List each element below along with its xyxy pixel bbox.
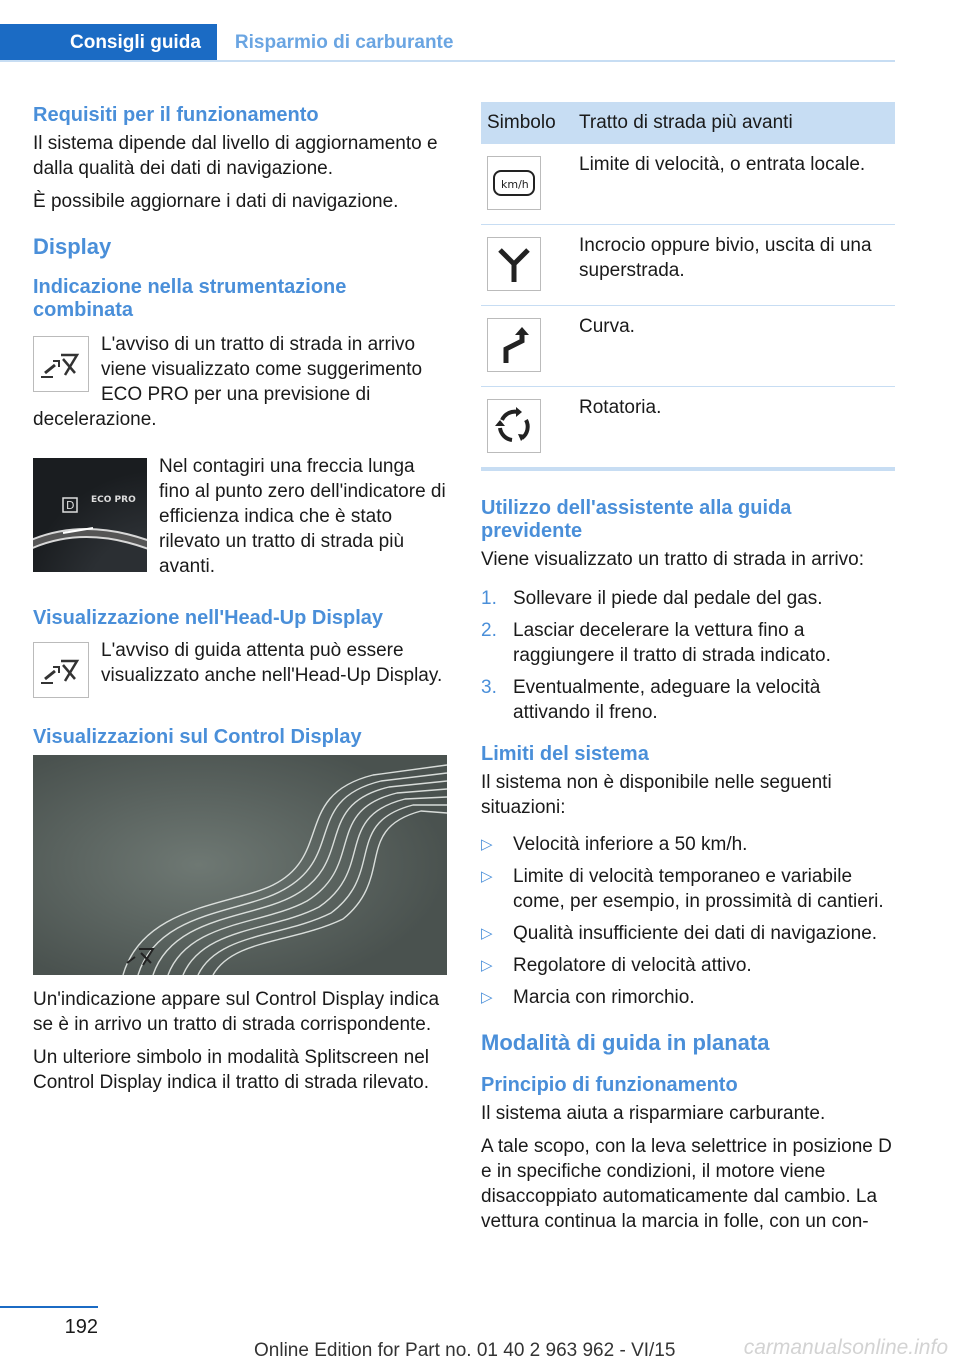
table-cell: Rotatoria. (573, 387, 895, 470)
speed-limit-icon (487, 156, 541, 210)
bullet-triangle-icon: ▷ (481, 989, 493, 1006)
tab-risparmio-carburante[interactable]: Risparmio di carburante (234, 32, 454, 53)
paragraph: Il sistema aiuta a risparmiare carburante. (481, 1103, 826, 1124)
section-title-display: Display (33, 234, 112, 259)
curve-icon (487, 318, 541, 372)
eco-pro-hint-icon (33, 336, 89, 392)
table-row (481, 387, 895, 470)
left-column (33, 100, 447, 1103)
paragraph: È possibile aggiornare i dati di navigazione. (33, 191, 399, 212)
steps-list (481, 586, 895, 725)
list-item: ▷ Regolatore di velocità attivo. (481, 955, 752, 976)
paragraph: L'avviso di un tratto di strada in arrivo viene visualizzato come suggerimento ECO PRO per una previsione di decelerazione. (33, 334, 423, 430)
list-item: ▷ Marcia con rimorchio. (481, 987, 695, 1008)
table-cell: Incrocio oppure bivio, uscita di una superstrada. (573, 225, 895, 306)
symbol-table (481, 102, 895, 471)
edition-info: Online Edition for Part no. 01 40 2 963 962 - VI/15 (254, 1340, 676, 1361)
subsection-title-hud: Visualizzazione nell'Head-Up Display (33, 607, 384, 629)
subsection-title-control-display: Visualizzazioni sul Control Display (33, 726, 362, 748)
table-header-simbolo: Simbolo (481, 102, 573, 144)
section-title-utilizzo: Utilizzo dell'assistente alla guida previdente (481, 497, 792, 542)
control-display-screenshot (33, 755, 447, 975)
header-divider (0, 60, 895, 62)
paragraph: Il sistema non è disponibile nelle seguenti situazioni: (481, 772, 832, 818)
eco-pro-label: ECO PRO (91, 495, 136, 505)
junction-icon (487, 237, 541, 291)
footer-divider (0, 1306, 98, 1308)
table-cell: Curva. (573, 306, 895, 387)
list-item: 1. Sollevare il piede dal pedale del gas. (481, 588, 823, 609)
bullet-triangle-icon: ▷ (481, 836, 493, 853)
table-row (481, 144, 895, 225)
tab-consigli-guida[interactable]: Consigli guida (0, 24, 217, 62)
paragraph: Un ulteriore simbolo in modalità Splitscreen nel Control Display indica il tratto di strada rilevato. (33, 1047, 430, 1093)
table-cell: Limite di velocità, o entrata locale. (573, 144, 895, 225)
paragraph: Il sistema dipende dal livello di aggiornamento e dalla qualità dei dati di navigazione. (33, 133, 438, 179)
section-title-limiti: Limiti del sistema (481, 743, 649, 765)
list-item: ▷ Limite di velocità temporaneo e variabile come, per esempio, in prossimità di cantieri. (481, 866, 884, 912)
tachometer-photo (33, 458, 147, 572)
paragraph: Un'indicazione appare sul Control Display indica se è in arrivo un tratto di strada corrispondente. (33, 989, 440, 1035)
right-column (481, 102, 895, 1242)
paragraph: Nel contagiri una freccia lunga fino al punto zero dell'indicatore di efficienza indica che è stato rilevato un tratto di strada più avanti. (159, 456, 446, 577)
subsection-title-cluster: Indicazione nella strumentazione combinata (33, 276, 347, 321)
table-row (481, 306, 895, 387)
paragraph: A tale scopo, con la leva selettrice in posizione D e in specifiche condizioni, il motore viene disaccoppiato automaticamente dal cambio. La vettura continua la marcia in folle, con un con- (481, 1136, 892, 1232)
eco-pro-hint-icon (33, 642, 89, 698)
list-item: 2. Lasciar decelerare la vettura fino a raggiungere il tratto di strada indicato. (481, 620, 831, 666)
subsection-title-principio: Principio di funzionamento (481, 1074, 738, 1096)
watermark: carmanualsonline.info (743, 1336, 948, 1359)
page-number: 192 (64, 1316, 98, 1338)
bullet-triangle-icon: ▷ (481, 957, 493, 974)
paragraph: Viene visualizzato un tratto di strada in arrivo: (481, 549, 865, 570)
paragraph: L'avviso di guida attenta può essere visualizzato anche nell'Head-Up Display. (101, 640, 443, 686)
limits-list (481, 832, 895, 1010)
list-item: ▷ Qualità insufficiente dei dati di navigazione. (481, 923, 878, 944)
list-item: ▷ Velocità inferiore a 50 km/h. (481, 834, 748, 855)
gear-d-label: D (66, 499, 75, 512)
table-row (481, 225, 895, 306)
list-item: 3. Eventualmente, adeguare la velocità attivando il freno. (481, 677, 821, 723)
bullet-triangle-icon: ▷ (481, 868, 493, 885)
table-header-tratto: Tratto di strada più avanti (573, 102, 895, 144)
header-tabs (0, 24, 471, 62)
section-title-requisiti: Requisiti per il funzionamento (33, 104, 319, 126)
section-title-planata: Modalità di guida in planata (481, 1030, 770, 1055)
svg-text:km/h: km/h (501, 178, 529, 191)
bullet-triangle-icon: ▷ (481, 925, 493, 942)
roundabout-icon (487, 399, 541, 453)
